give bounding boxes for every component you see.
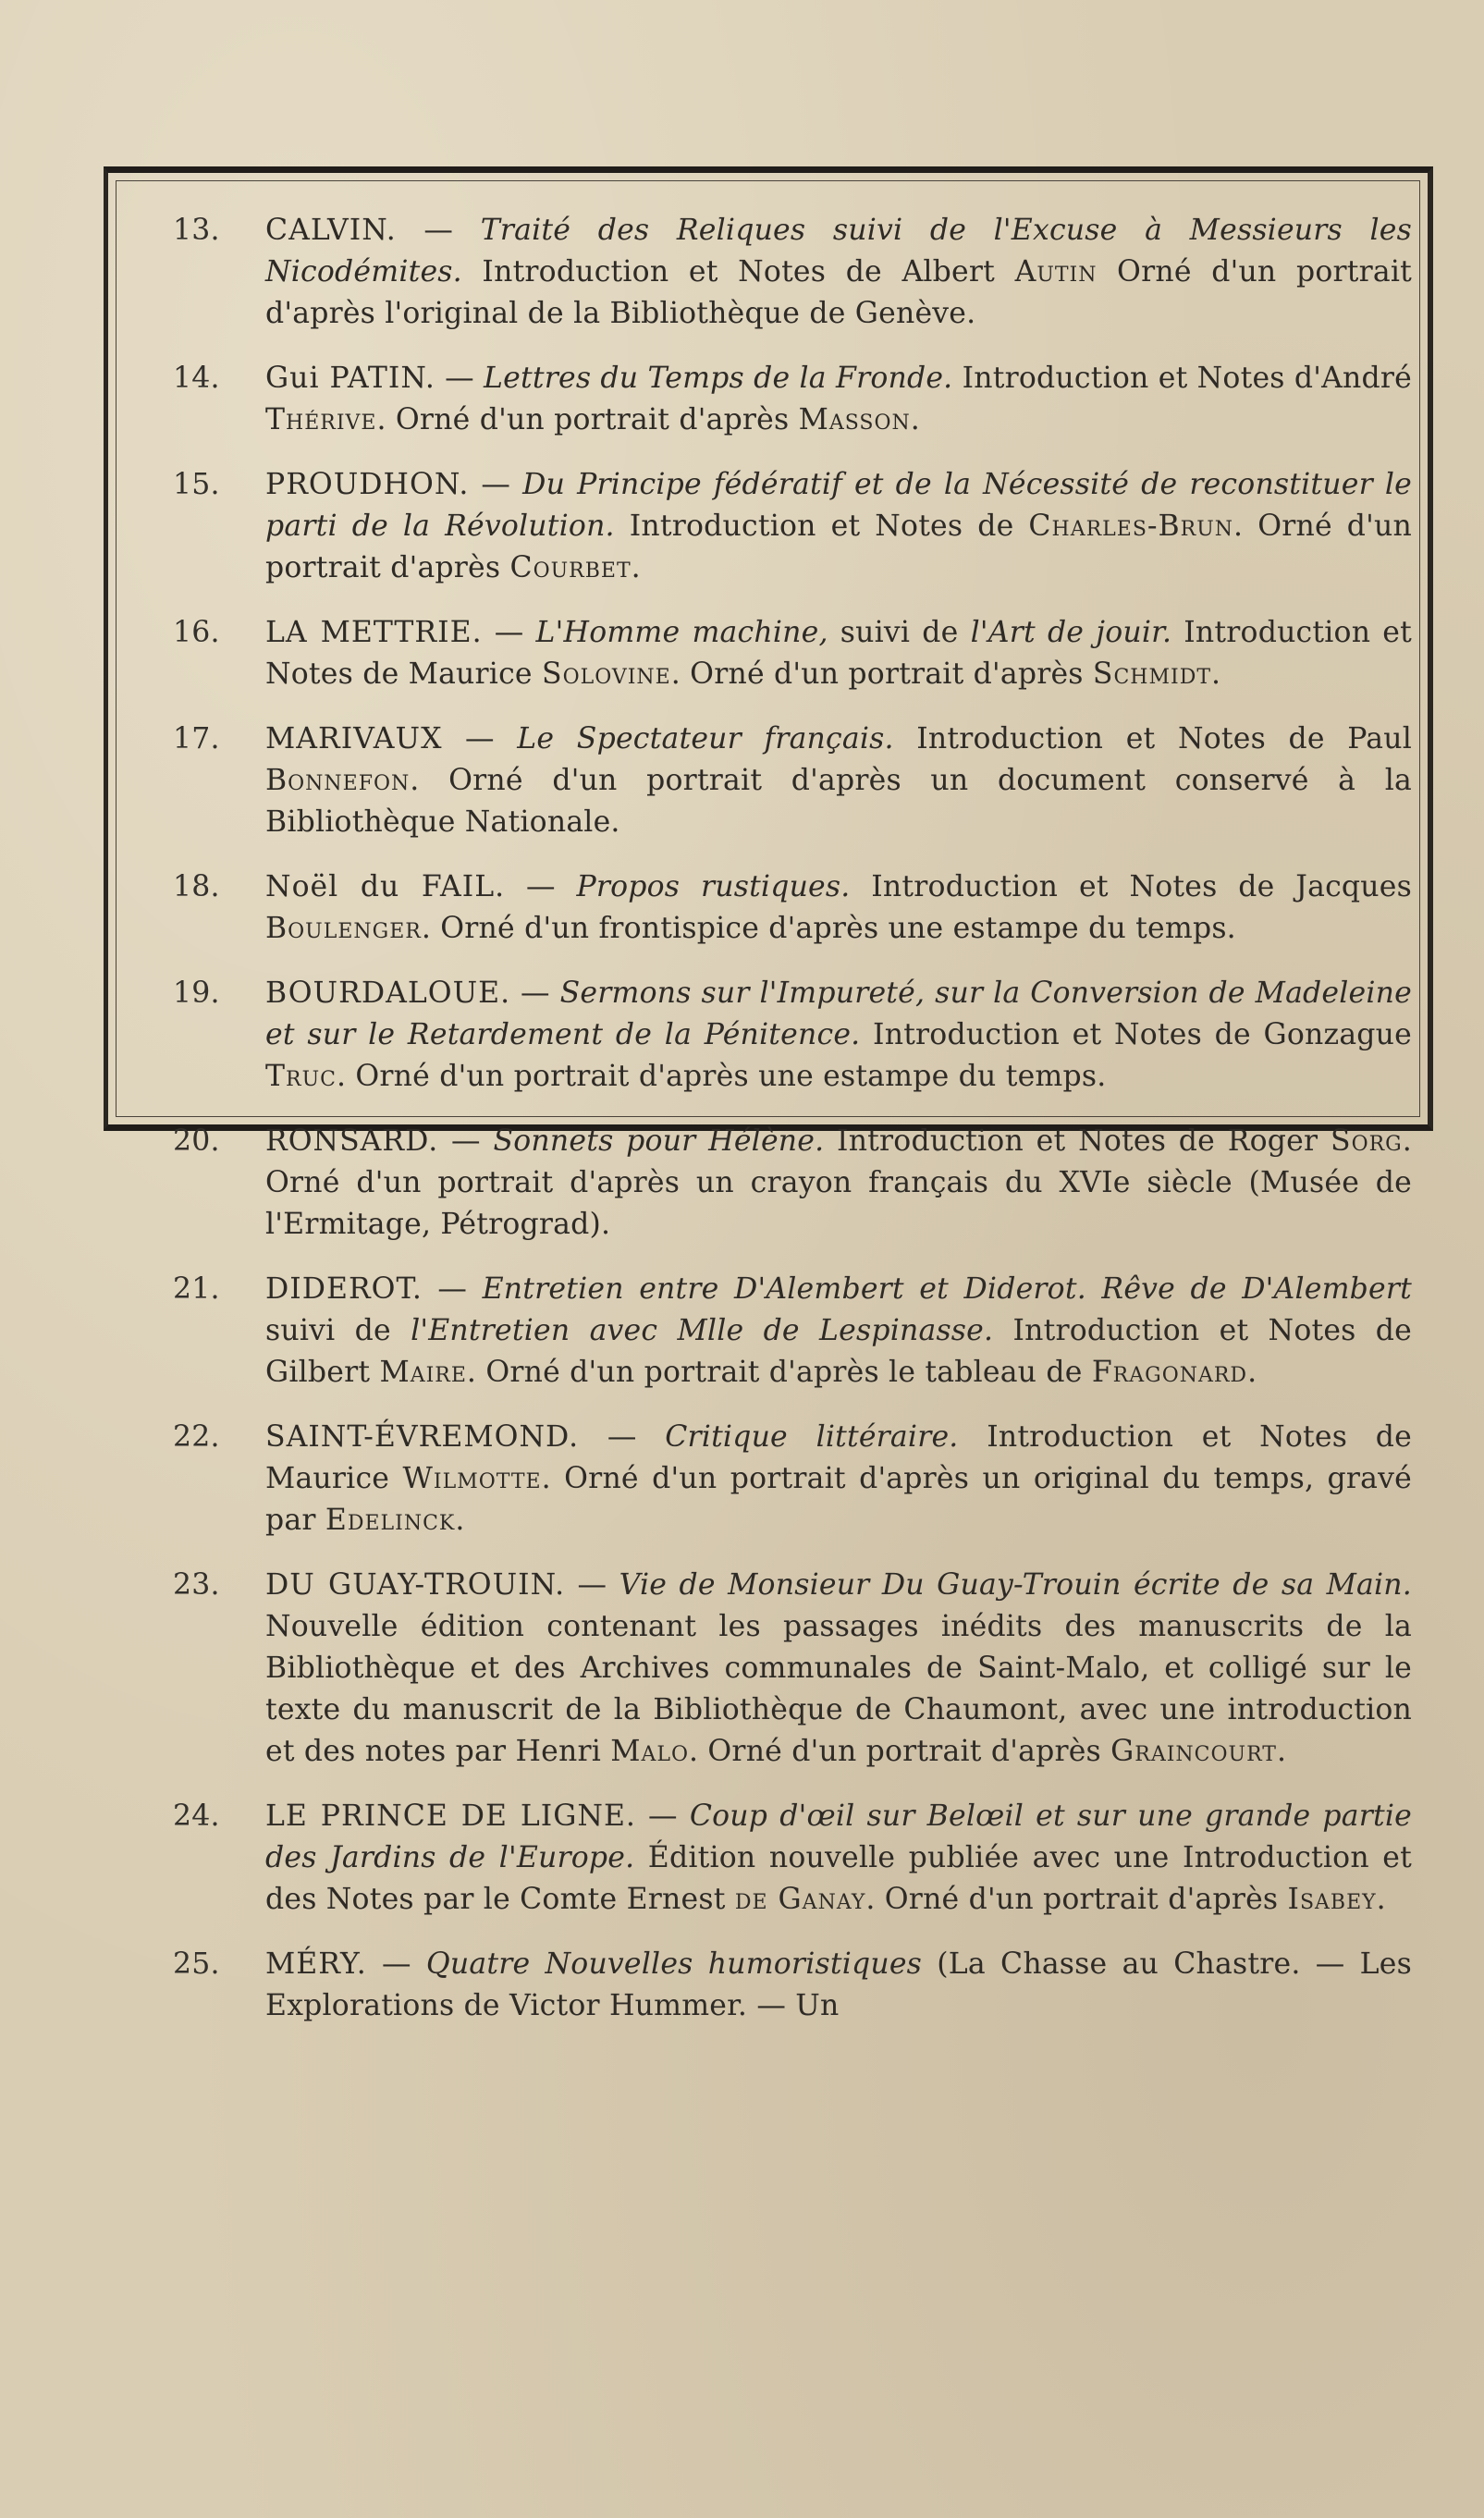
entry-dash: — bbox=[396, 214, 481, 247]
entry-title: l'Art de jouir. bbox=[970, 616, 1172, 649]
entry-text: Introduction et Notes de Paul bbox=[893, 722, 1412, 755]
entry-number: 24. bbox=[173, 1799, 220, 1833]
entry-title: Quatre Nouvelles humoristiques bbox=[425, 1947, 923, 1981]
entry-number: 19. bbox=[173, 976, 220, 1010]
catalogue-entry bbox=[173, 1269, 1412, 1394]
entry-text: suivi de bbox=[828, 616, 971, 649]
entry-text: . bbox=[910, 403, 921, 436]
catalogue-entry bbox=[173, 1944, 1412, 2027]
entry-text: . Orné d'un frontispice d'après une estampe du temps. bbox=[421, 912, 1236, 945]
entry-author: LE PRINCE DE LIGNE. bbox=[265, 1799, 636, 1833]
entry-author: SAINT-ÉVREMOND. bbox=[265, 1420, 580, 1454]
entry-name: Schmidt bbox=[1092, 657, 1212, 691]
entry-dash: — bbox=[366, 1947, 426, 1981]
entry-text: suivi de bbox=[265, 1314, 411, 1347]
entry-author: DIDEROT. bbox=[265, 1272, 423, 1306]
entry-text: Introduction et Notes d'André bbox=[952, 362, 1412, 395]
catalogue-list bbox=[173, 210, 1412, 2050]
entry-name: Masson bbox=[798, 403, 911, 436]
entry-number: 15. bbox=[173, 468, 220, 501]
entry-text: Introduction et Notes de Roger bbox=[824, 1124, 1331, 1158]
entry-text: . Orné d'un portrait d'après une estampe du temps. bbox=[336, 1060, 1107, 1093]
entry-text: . Orné d'un portrait d'après le tableau de bbox=[466, 1356, 1092, 1389]
catalogue-entry bbox=[173, 866, 1412, 950]
entry-text: (La Chasse au Chastre. — Les Explorations de Victor Hummer. — Un bbox=[265, 1947, 1412, 2022]
catalogue-entry bbox=[173, 1796, 1412, 1921]
entry-text: . bbox=[1247, 1356, 1257, 1389]
entry-dash: — bbox=[469, 468, 523, 501]
entry-author: CALVIN. bbox=[265, 214, 397, 247]
page-border bbox=[104, 166, 1433, 2022]
entry-text: Introduction et Notes de Jacques bbox=[850, 870, 1412, 903]
entry-title: Le Spectateur français. bbox=[517, 722, 894, 755]
entry-dash: — bbox=[435, 362, 484, 395]
entry-name: Courbet bbox=[509, 551, 632, 584]
entry-dash: — bbox=[579, 1420, 666, 1454]
entry-number: 21. bbox=[173, 1272, 220, 1306]
entry-name: Maire bbox=[379, 1356, 467, 1389]
entry-author: Noël du FAIL. bbox=[265, 870, 506, 903]
entry-dash: — bbox=[505, 870, 577, 903]
entry-name: Fragonard bbox=[1091, 1356, 1248, 1389]
entry-author: RONSARD. bbox=[265, 1124, 439, 1158]
entry-text: Introduction et Notes de Maurice bbox=[265, 616, 1412, 691]
entry-text: . Orné d'un portrait d'après bbox=[688, 1735, 1111, 1768]
entry-number: 20. bbox=[173, 1124, 220, 1158]
entry-text: Introduction et Notes de bbox=[614, 510, 1029, 543]
entry-title: Sonnets pour Hélène. bbox=[493, 1124, 825, 1158]
entry-dash: — bbox=[510, 976, 560, 1010]
entry-text: . Orné d'un portrait d'après bbox=[376, 403, 799, 436]
entry-number: 17. bbox=[173, 722, 220, 755]
catalogue-entry bbox=[173, 719, 1412, 843]
entry-author: DU GUAY-TROUIN. bbox=[265, 1568, 566, 1602]
entry-title: L'Homme machine, bbox=[535, 616, 828, 649]
entry-title: Lettres du Temps de la Fronde. bbox=[484, 362, 953, 395]
entry-number: 23. bbox=[173, 1568, 220, 1602]
entry-name: Sorg bbox=[1331, 1124, 1403, 1158]
entry-text: Introduction et Notes de Maurice bbox=[265, 1420, 1413, 1495]
entry-text: . bbox=[1276, 1735, 1287, 1768]
entry-name: Isabey bbox=[1287, 1883, 1377, 1916]
entry-text: Introduction et Notes de Albert bbox=[461, 255, 1015, 289]
entry-name: Boulenger bbox=[265, 912, 422, 945]
catalogue-entry bbox=[173, 973, 1412, 1098]
entry-name: de Ganay bbox=[734, 1883, 866, 1916]
catalogue-entry bbox=[173, 210, 1412, 335]
entry-author: PROUDHON. bbox=[265, 468, 470, 501]
entry-name: Thérive bbox=[265, 403, 377, 436]
entry-title: Sermons sur l'Impureté, sur la Conversion de Madeleine et sur le Retardement de la Pénitence. bbox=[265, 976, 1412, 1051]
entry-text: . Orné d'un portrait d'après un crayon français du XVIe siècle (Musée de l'Ermitage, Pétrograd). bbox=[265, 1124, 1412, 1241]
entry-title: Du Principe fédératif et de la Nécessité de reconstituer le parti de la Révolution. bbox=[265, 468, 1412, 543]
entry-text: Introduction et Notes de Gilbert bbox=[265, 1314, 1412, 1389]
entry-name: Truc bbox=[265, 1060, 337, 1093]
entry-title: Entretien entre D'Alembert et Diderot. Rêve de D'Alembert bbox=[482, 1272, 1412, 1306]
entry-number: 25. bbox=[173, 1947, 220, 1981]
entry-dash: — bbox=[422, 1272, 483, 1306]
catalogue-entry bbox=[173, 1121, 1412, 1246]
entry-author: MÉRY. bbox=[265, 1947, 367, 1981]
entry-name: Malo bbox=[610, 1735, 689, 1768]
entry-text: . Orné d'un portrait d'après bbox=[865, 1883, 1288, 1916]
entry-title: Critique littéraire. bbox=[665, 1420, 959, 1454]
entry-name: Bonnefon bbox=[265, 764, 411, 797]
entry-dash: — bbox=[635, 1799, 690, 1833]
entry-title: Propos rustiques. bbox=[576, 870, 851, 903]
entry-author: Gui PATIN. bbox=[265, 362, 435, 395]
entry-text: . bbox=[631, 551, 641, 584]
entry-text: . Orné d'un portrait d'après un original du temps, gravé par bbox=[265, 1462, 1412, 1537]
entry-author: LA METTRIE. bbox=[265, 616, 483, 649]
entry-text: Introduction et Notes de Gonzague bbox=[860, 1018, 1413, 1051]
entry-text: . Orné d'un portrait d'après bbox=[670, 657, 1093, 691]
entry-text: Édition nouvelle publiée avec une Introduction et des Notes par le Comte Ernest bbox=[265, 1841, 1412, 1916]
entry-number: 18. bbox=[173, 870, 220, 903]
entry-name: Autin bbox=[1014, 255, 1098, 289]
entry-title: Traité des Reliques suivi de l'Excuse à Messieurs les Nicodémites. bbox=[265, 214, 1412, 289]
entry-name: Edelinck bbox=[325, 1504, 456, 1537]
entry-text: Orné d'un portrait d'après l'original de la Bibliothèque de Genève. bbox=[265, 255, 1412, 330]
entry-title: l'Entretien avec Mlle de Lespinasse. bbox=[411, 1314, 994, 1347]
entry-author: BOURDALOUE. bbox=[265, 976, 511, 1010]
entry-number: 14. bbox=[173, 362, 220, 395]
catalogue-entry bbox=[173, 1417, 1412, 1542]
entry-dash: — bbox=[565, 1568, 619, 1602]
entry-text: . Orné d'un portrait d'après un document conservé à la Bibliothèque Nationale. bbox=[265, 764, 1412, 839]
entry-text: . bbox=[455, 1504, 465, 1537]
entry-dash: — bbox=[442, 722, 518, 755]
entry-number: 13. bbox=[173, 214, 220, 247]
entry-title: Coup d'œil sur Belœil et sur une grande partie des Jardins de l'Europe. bbox=[265, 1799, 1412, 1874]
catalogue-entry bbox=[173, 1565, 1412, 1773]
catalogue-entry bbox=[173, 464, 1412, 589]
entry-name: Solovine bbox=[541, 657, 671, 691]
catalogue-entry bbox=[173, 358, 1412, 441]
entry-name: Graincourt bbox=[1110, 1735, 1277, 1768]
entry-dash: — bbox=[438, 1124, 494, 1158]
entry-author: MARIVAUX bbox=[265, 722, 443, 755]
entry-number: 22. bbox=[173, 1420, 220, 1454]
entry-name: Wilmotte bbox=[402, 1462, 542, 1495]
entry-name: Charles-Brun bbox=[1028, 510, 1234, 543]
entry-text: . Orné d'un portrait d'après bbox=[265, 510, 1413, 584]
entry-text: . bbox=[1211, 657, 1221, 691]
entry-text: Nouvelle édition contenant les passages inédits des manuscrits de la Bibliothèque et des Archives communales de Saint-Malo, et colligé sur le texte du manuscrit de la Bibliothèque de Chaumont, avec une introduction et des notes par Henri bbox=[265, 1610, 1412, 1768]
entry-text: . bbox=[1376, 1883, 1386, 1916]
entry-dash: — bbox=[482, 616, 536, 649]
entry-number: 16. bbox=[173, 616, 220, 649]
entry-title: Vie de Monsieur Du Guay-Trouin écrite de sa Main. bbox=[619, 1568, 1412, 1602]
catalogue-entry bbox=[173, 612, 1412, 695]
